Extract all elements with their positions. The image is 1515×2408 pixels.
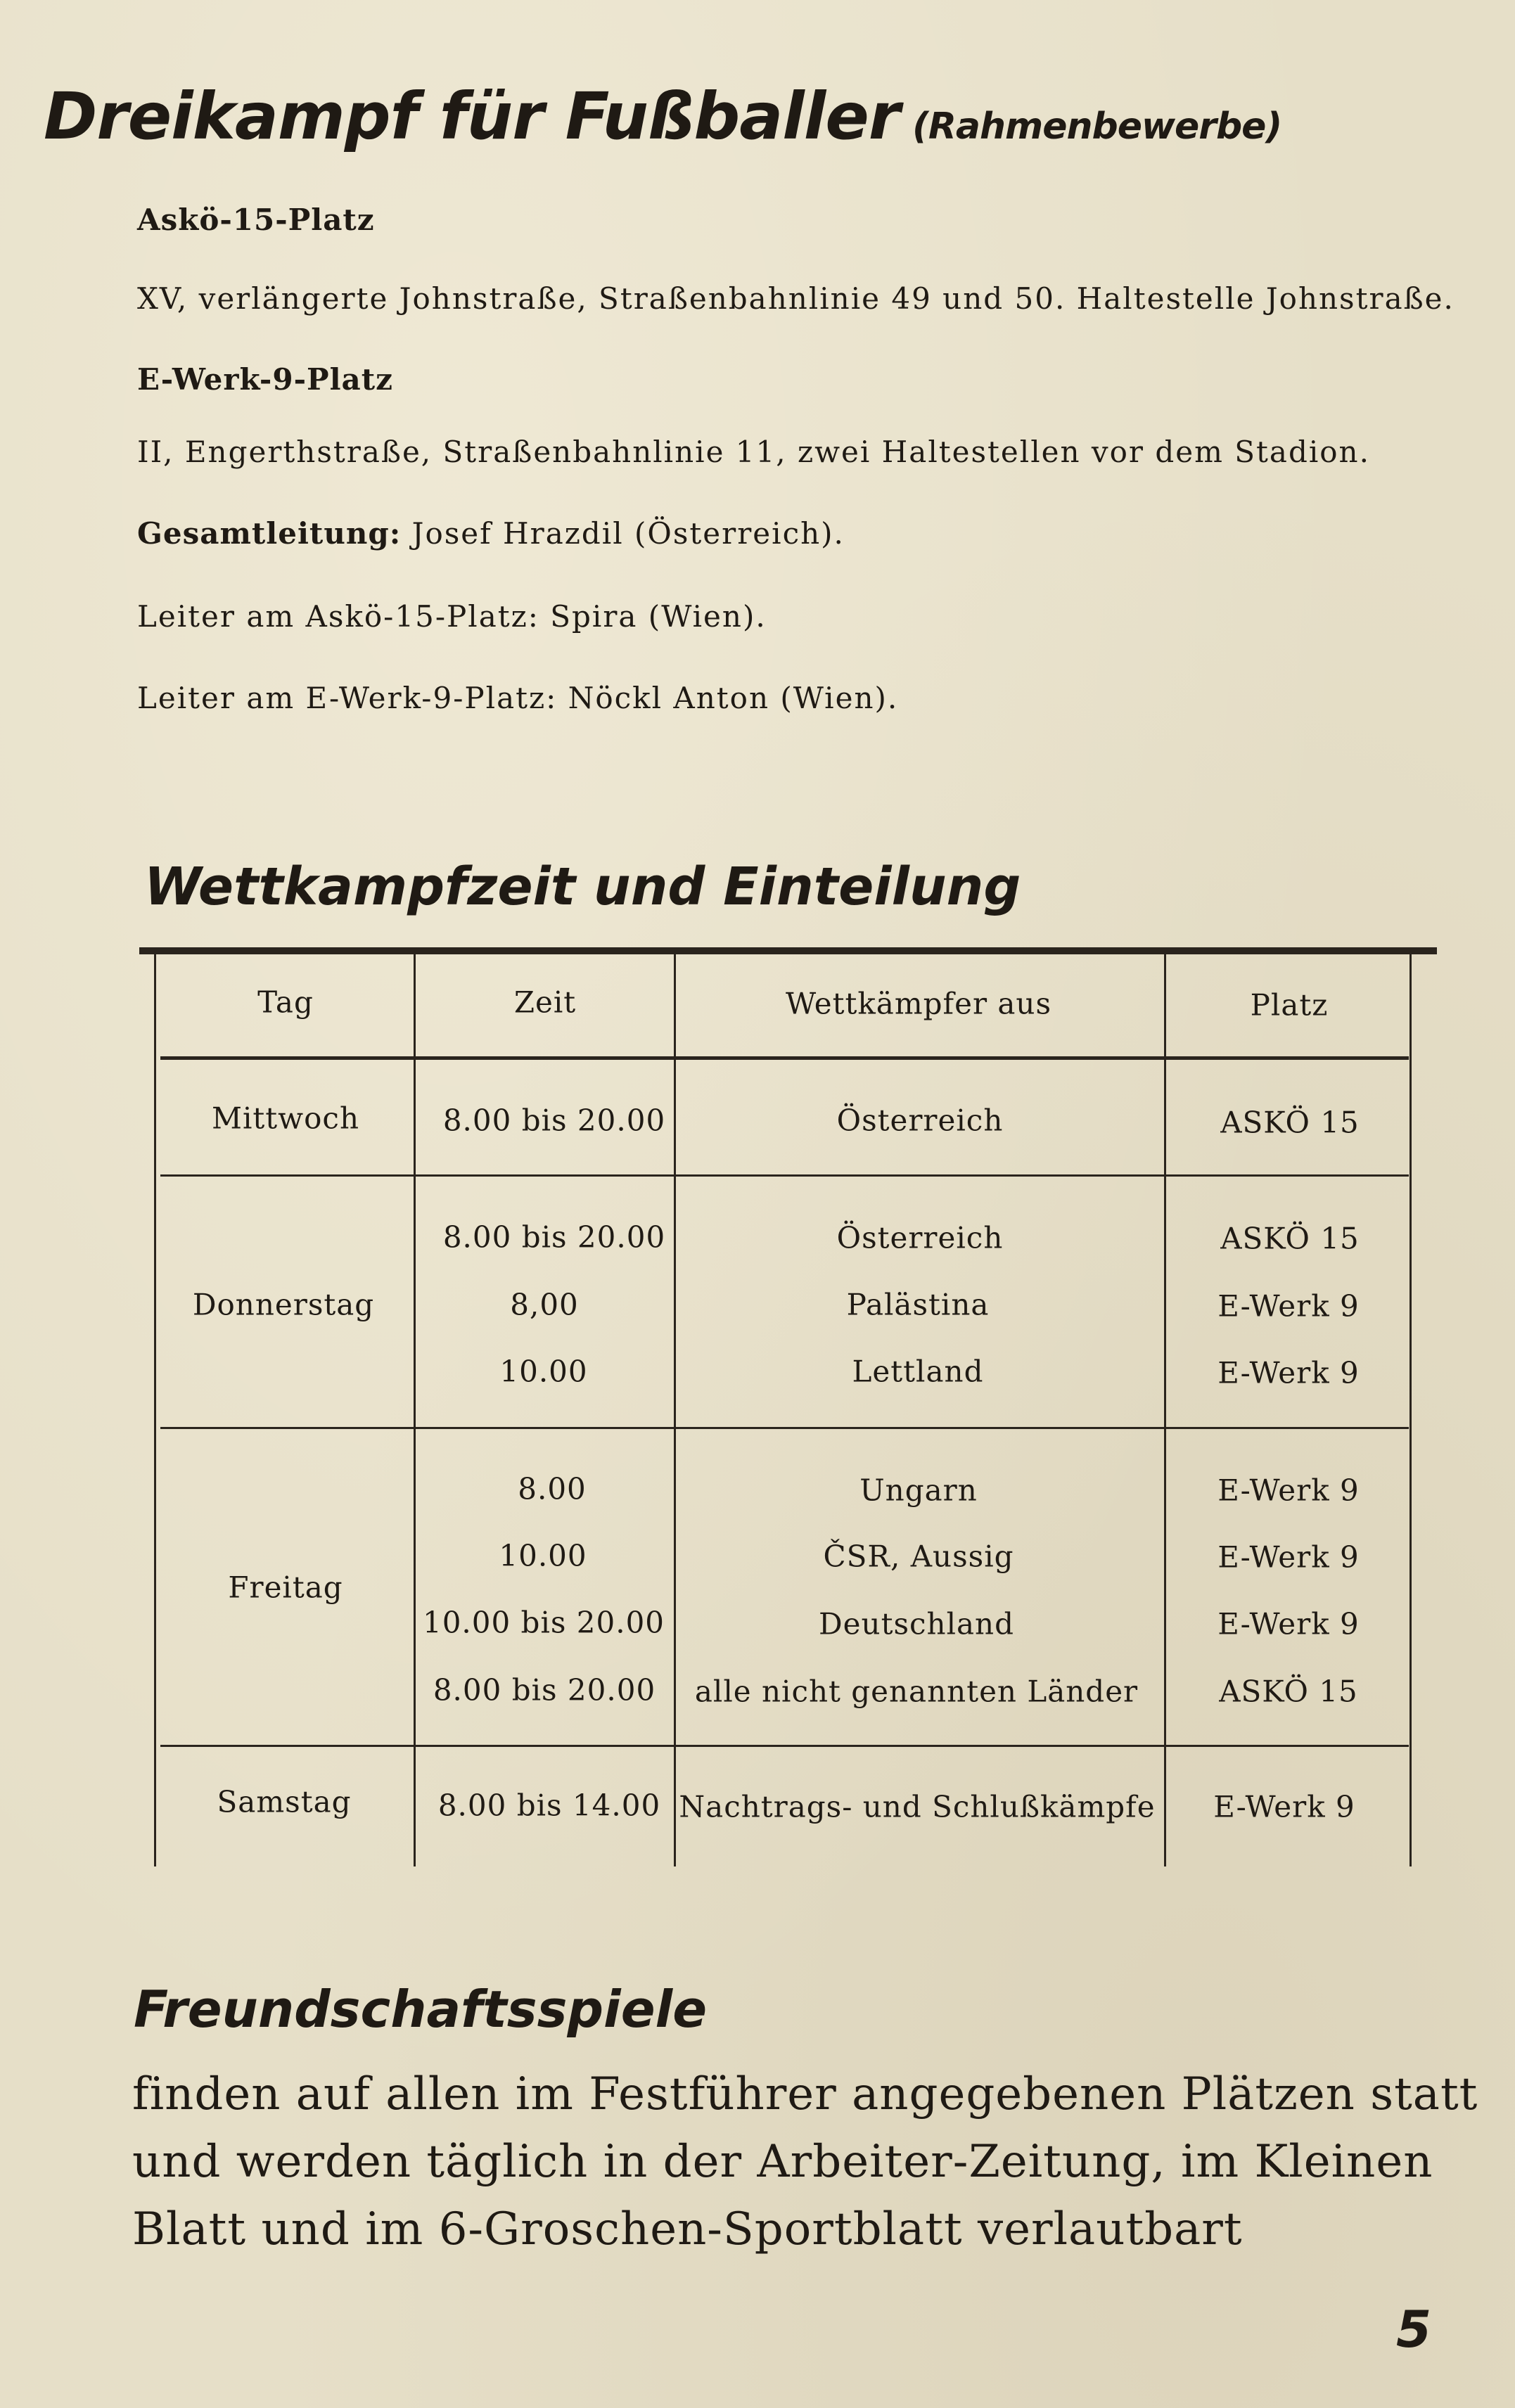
table-column-divider	[674, 954, 676, 1866]
friendly-text	[132, 2061, 1478, 2263]
time-cell: 8.00 bis 14.00	[437, 1788, 661, 1823]
place-cell: E-Werk 9	[1213, 1789, 1355, 1824]
place-cell: E-Werk 9	[1217, 1355, 1360, 1390]
leader-askoe: Leiter am Askö-15-Platz: Spira (Wien).	[137, 599, 767, 634]
title-main: Dreikampf für Fußballer	[44, 79, 900, 154]
competitor-cell: Ungarn	[859, 1473, 978, 1508]
title-subtitle: (Rahmenbewerbe)	[912, 105, 1282, 148]
overall-management-value: Josef Hrazdil (Österreich).	[411, 516, 845, 551]
table-border-left	[154, 954, 156, 1866]
table-row-divider	[160, 1745, 1409, 1747]
venue-2-address: II, Engerthstraße, Straßenbahnlinie 11, zwei Haltestellen vor dem Stadion.	[137, 435, 1370, 469]
competitor-cell: Österreich	[836, 1103, 1004, 1138]
competitor-cell: Österreich	[836, 1220, 1004, 1255]
day-samstag: Samstag	[217, 1784, 352, 1819]
competitor-cell: alle nicht genannten Länder	[694, 1674, 1139, 1709]
table-top-rule	[139, 947, 1437, 954]
day-donnerstag: Donnerstag	[192, 1287, 375, 1322]
overall-management	[137, 516, 845, 551]
place-cell: ASKÖ 15	[1220, 1105, 1360, 1140]
time-cell: 10.00	[499, 1538, 587, 1573]
time-cell: 10.00 bis 20.00	[422, 1605, 665, 1640]
venue-1-name: Askö-15-Platz	[137, 203, 375, 237]
place-cell: E-Werk 9	[1217, 1539, 1360, 1575]
header-tag: Tag	[257, 985, 314, 1020]
competitor-cell: Deutschland	[819, 1606, 1014, 1641]
competitor-cell: Nachtrags- und Schlußkämpfe	[679, 1789, 1156, 1824]
table-column-divider	[1164, 954, 1166, 1866]
place-cell: E-Werk 9	[1217, 1606, 1360, 1641]
place-cell: ASKÖ 15	[1220, 1221, 1360, 1256]
day-freitag: Freitag	[228, 1570, 343, 1605]
header-wettkaempfer: Wettkämpfer aus	[785, 986, 1052, 1021]
time-cell: 8.00	[518, 1471, 587, 1506]
venue-2-name: E-Werk-9-Platz	[137, 362, 394, 397]
header-platz: Platz	[1250, 987, 1329, 1023]
time-cell: 8.00 bis 20.00	[442, 1103, 666, 1138]
friendly-line: und werden täglich in der Arbeiter-Zeitung, im Kleinen	[132, 2136, 1433, 2188]
table-column-divider	[414, 954, 416, 1866]
overall-management-label: Gesamtleitung:	[137, 516, 402, 551]
schedule-table	[139, 947, 1437, 1866]
time-cell: 10.00	[499, 1354, 588, 1389]
time-cell: 8.00 bis 20.00	[433, 1672, 656, 1708]
table-row-divider	[160, 1174, 1409, 1177]
table-border-right	[1409, 954, 1412, 1866]
friendly-title: Freundschaftsspiele	[134, 1980, 708, 2039]
venue-1-address: XV, verlängerte Johnstraße, Straßenbahnlinie 49 und 50. Haltestelle Johnstraße.	[137, 281, 1455, 316]
friendly-line: finden auf allen im Festführer angegebenen Plätzen statt	[132, 2068, 1478, 2120]
place-cell: ASKÖ 15	[1219, 1674, 1358, 1709]
time-cell: 8.00 bis 20.00	[442, 1219, 666, 1255]
place-cell: E-Werk 9	[1217, 1288, 1360, 1324]
page-title	[44, 79, 1281, 154]
competitor-cell: Palästina	[846, 1287, 990, 1322]
header-zeit: Zeit	[513, 985, 577, 1020]
leader-ewerk: Leiter am E-Werk-9-Platz: Nöckl Anton (Wien).	[137, 681, 899, 715]
table-header-rule	[160, 1056, 1409, 1060]
page-number: 5	[1396, 2300, 1432, 2359]
time-cell: 8,00	[510, 1287, 579, 1322]
schedule-title: Wettkampfzeit und Einteilung	[144, 857, 1021, 917]
competitor-cell: ČSR, Aussig	[823, 1539, 1014, 1574]
friendly-line: Blatt und im 6-Groschen-Sportblatt verlautbart	[132, 2203, 1243, 2255]
place-cell: E-Werk 9	[1217, 1473, 1360, 1508]
competitor-cell: Lettland	[852, 1354, 984, 1389]
day-mittwoch: Mittwoch	[211, 1101, 360, 1136]
table-row-divider	[160, 1427, 1409, 1429]
